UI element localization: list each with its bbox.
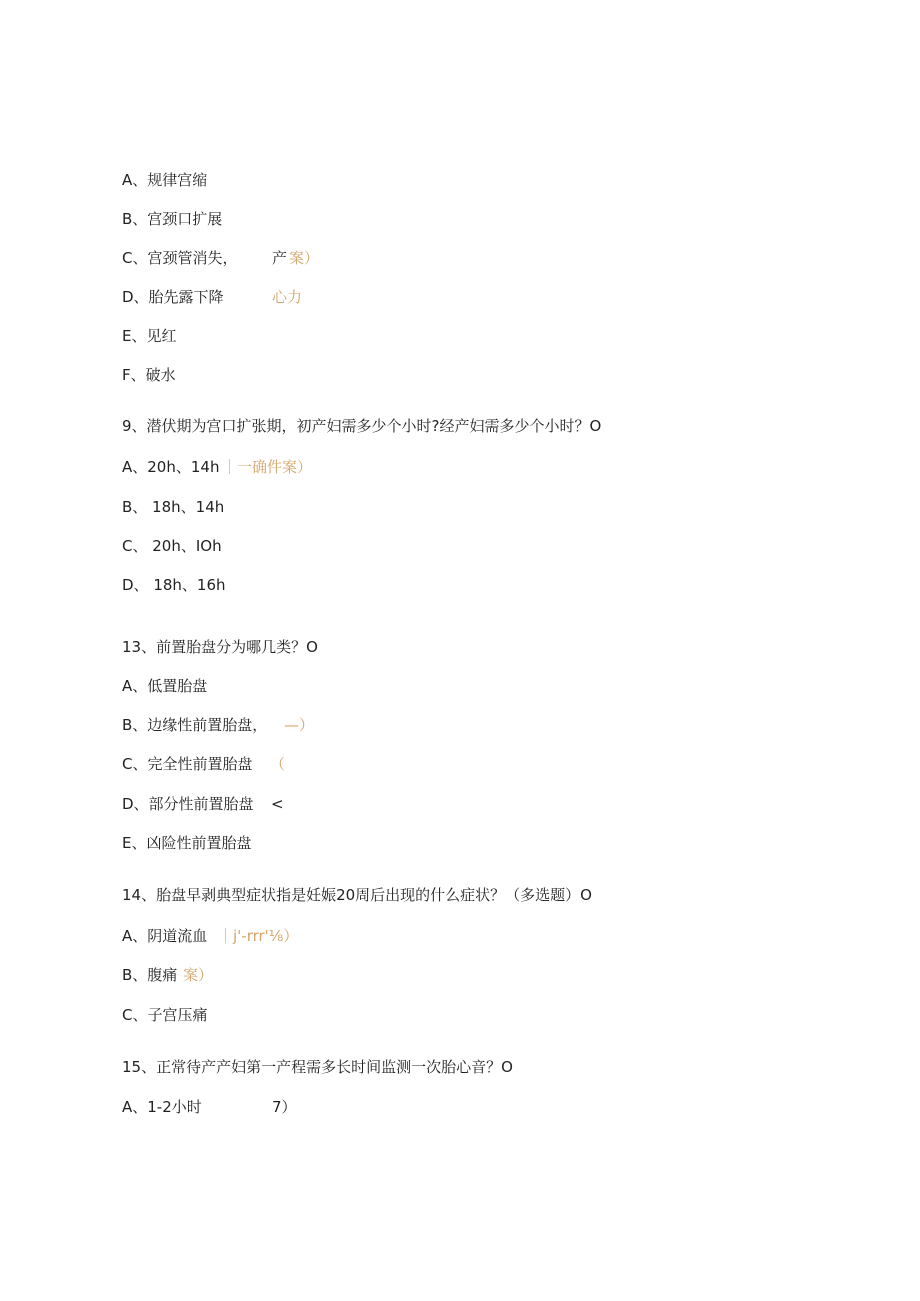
option-d-fetal-descent: D、胎先露下降	[122, 288, 224, 306]
option-f-rupture: F、破水	[122, 366, 176, 384]
q13-option-a: A、低置胎盘	[122, 677, 208, 695]
question-9: 9、潜伏期为宫口扩张期，初产妇需多少个小时?经产妇需多少个小时？O	[122, 417, 602, 435]
q9-option-d: D、 18h、16h	[122, 576, 226, 594]
answer-stamp-d: 心力	[272, 288, 303, 306]
q14-option-c: C、子宫压痛	[122, 1006, 208, 1024]
q13-option-c: C、完全性前置胎盘	[122, 755, 253, 773]
option-c-cervical-effacement: C、宫颈管消失，	[122, 249, 238, 267]
q9-option-b: B、 18h、14h	[122, 498, 225, 516]
q13-option-d: D、部分性前置胎盘	[122, 795, 254, 813]
q15-note-a: 7）	[272, 1098, 297, 1116]
q15-option-a: A、1-2小时	[122, 1098, 202, 1116]
q13-option-e: E、凶险性前置胎盘	[122, 834, 252, 852]
q13-option-b: B、边缘性前置胎盘，	[122, 716, 268, 734]
option-e-show: E、见红	[122, 327, 177, 345]
q14-option-a: A、阴道流血	[122, 927, 208, 945]
question-13: 13、前置胎盘分为哪几类？O	[122, 638, 318, 656]
question-14: 14、胎盘早剥典型症状指是妊娠20周后出现的什么症状？（多选题）O	[122, 886, 592, 904]
q13-answer-stamp-c: （	[270, 755, 286, 773]
answer-stamp-c: 案）	[289, 249, 320, 267]
option-a-regular-contractions: A、规律宫缩	[122, 171, 208, 189]
q14-answer-stamp-b: 案）	[183, 966, 214, 984]
q13-note-d: <	[271, 795, 284, 813]
q13-answer-stamp-b: —）	[284, 716, 315, 734]
note-c-dark: 产	[272, 249, 288, 267]
q14-answer-stamp-a: ｜j'-rrr'⅛）	[218, 927, 299, 945]
q9-option-c: C、 20h、IOh	[122, 537, 222, 555]
q9-answer-stamp: ｜一确件案）	[222, 458, 313, 476]
question-15: 15、正常待产产妇第一产程需多长时间监测一次胎心音？O	[122, 1058, 513, 1076]
q9-option-a: A、20h、14h	[122, 458, 220, 476]
option-b-cervix-dilation: B、宫颈口扩展	[122, 210, 223, 228]
q14-option-b: B、腹痛	[122, 966, 178, 984]
